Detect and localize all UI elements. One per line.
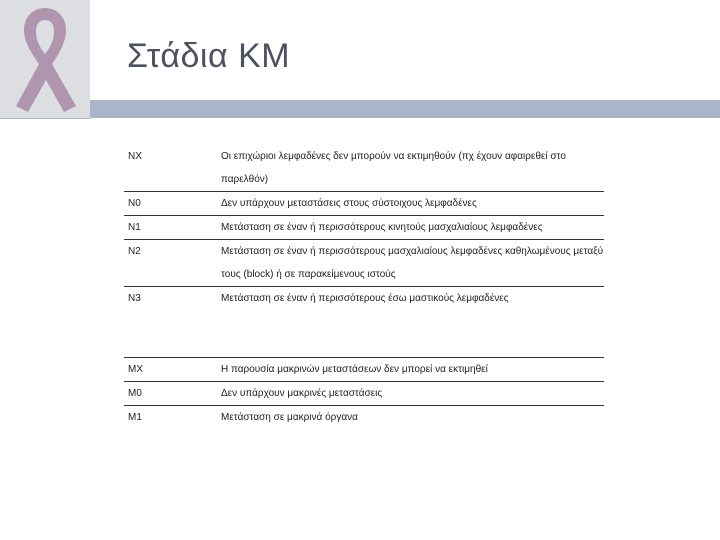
stage-description: Η παρουσία μακρινών μεταστάσεων δεν μπορεί να εκτιμηθεί (221, 364, 488, 375)
table-row (124, 191, 604, 215)
table-gap (124, 310, 604, 357)
stage-description: Μετάσταση σε έναν ή περισσότερους έσω μαστικούς λεμφαδένες (221, 293, 509, 304)
title-underline-thin (0, 118, 90, 119)
table-row (124, 239, 604, 286)
table-row (124, 286, 604, 310)
stage-code: N3 (128, 293, 141, 304)
stage-description: Μετάσταση σε έναν ή περισσότερους μασχαλιαίους λεμφαδένες καθηλωμένους μεταξύ τους (block) ή σε παρακείμενους ιστούς (221, 246, 604, 280)
table-row (124, 357, 604, 381)
stage-code: N0 (128, 198, 141, 209)
awareness-ribbon-icon (6, 2, 84, 114)
table-row (124, 215, 604, 239)
page-title: Στάδια ΚΜ (127, 37, 291, 75)
stage-code: MX (128, 364, 143, 375)
staging-table (124, 145, 604, 429)
stage-description: Μετάσταση σε μακρινά όργανα (221, 412, 358, 423)
table-row (124, 405, 604, 429)
stage-code: M0 (128, 388, 142, 399)
stage-description: Μετάσταση σε έναν ή περισσότερους κινητούς μασχαλιαίους λεμφαδένες (221, 222, 543, 233)
stage-code: N1 (128, 222, 141, 233)
stage-description: Δεν υπάρχουν μακρινές μεταστάσεις (221, 388, 383, 399)
stage-code: M1 (128, 412, 142, 423)
stage-code: NX (128, 151, 142, 162)
table-row (124, 145, 604, 191)
ribbon-panel (0, 0, 90, 118)
stage-description: Οι επιχώριοι λεμφαδένες δεν μπορούν να εκτιμηθούν (πχ έχουν αφαιρεθεί στο παρελθόν) (221, 151, 566, 185)
stage-description: Δεν υπάρχουν μεταστάσεις στους σύστοιχους λεμφαδένες (221, 198, 477, 209)
title-underline-bar (90, 100, 720, 118)
stage-code: N2 (128, 246, 141, 257)
table-row (124, 381, 604, 405)
